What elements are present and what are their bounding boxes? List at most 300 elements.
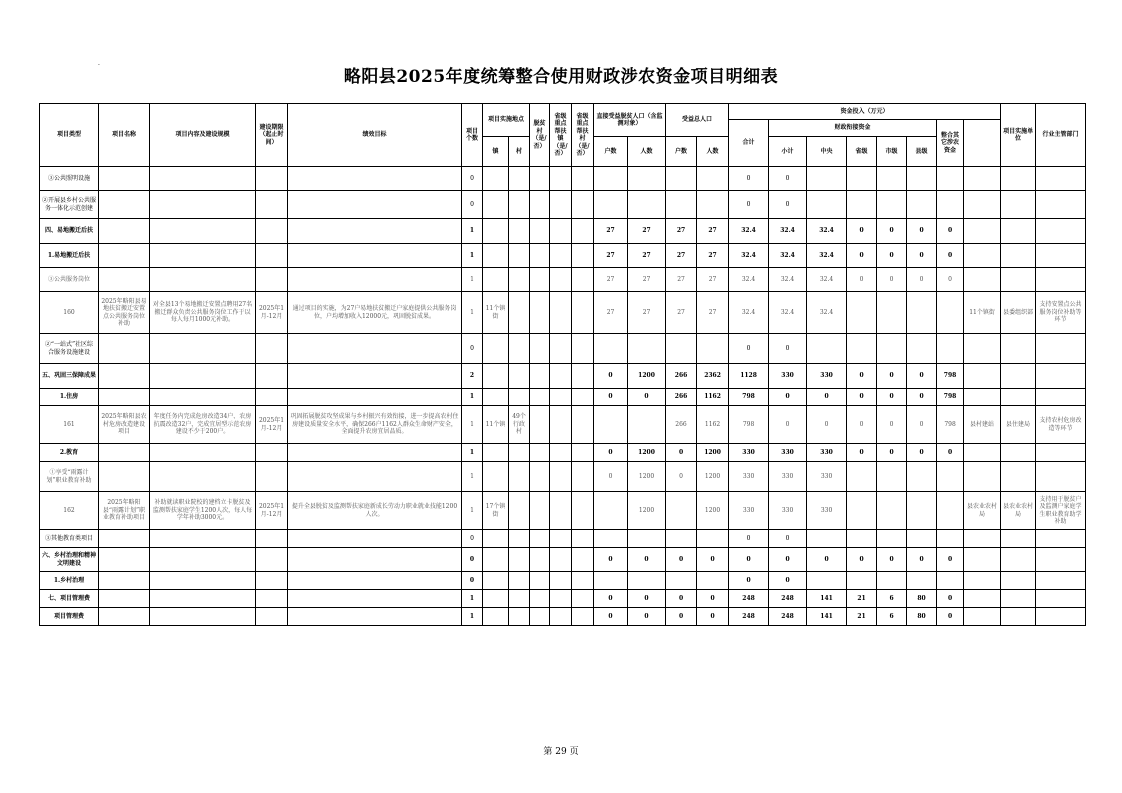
row-benefit-persons <box>697 167 729 191</box>
row-type: ②“一站式”社区综合服务设施建设 <box>40 334 99 364</box>
row-direct-households <box>594 167 628 191</box>
row-poor-village <box>530 444 550 462</box>
row-content <box>150 334 256 364</box>
row-benefit-households <box>666 167 697 191</box>
row-benefit-persons: 1200 <box>697 444 729 462</box>
row-county: 0 <box>907 548 937 572</box>
row-dept <box>1001 548 1036 572</box>
row-benefit-persons <box>697 530 729 548</box>
row-period <box>256 389 288 406</box>
row-central <box>807 334 847 364</box>
row-count: 1 <box>462 219 483 244</box>
row-target: 巩固拓展脱贫攻坚成果与乡村振兴有效衔接，进一步提高农村住房建设质量安全水平，确保266户1162人群众生命财产安全，全面提升农房宜居品质。 <box>288 406 462 444</box>
row-name <box>99 462 150 492</box>
row-target <box>288 462 462 492</box>
row-period <box>256 167 288 191</box>
row-poor-village <box>530 334 550 364</box>
row-poor-village <box>530 462 550 492</box>
row-county <box>907 492 937 530</box>
header-other: 整合其它涉农资金 <box>937 120 964 167</box>
row-province <box>847 334 877 364</box>
row-total: 798 <box>729 389 769 406</box>
row-direct-households <box>594 406 628 444</box>
table-row <box>40 444 1086 462</box>
row-period <box>256 191 288 219</box>
page-mark: · <box>98 62 100 69</box>
header-subtotal: 小计 <box>769 137 807 167</box>
row-subtotal: 0 <box>769 191 807 219</box>
row-town <box>483 530 509 548</box>
row-benefit-persons <box>697 334 729 364</box>
row-benefit-persons: 1162 <box>697 406 729 444</box>
row-dept <box>1001 462 1036 492</box>
header-province: 省级 <box>847 137 877 167</box>
row-subtotal: 32.4 <box>769 292 807 334</box>
row-direct-persons <box>628 572 666 590</box>
row-count: 1 <box>462 492 483 530</box>
row-support <box>1036 590 1086 608</box>
row-target: 提升全县脱贫及监测帮扶家庭新成长劳动力职业就业技能1200人次。 <box>288 492 462 530</box>
row-benefit-households: 0 <box>666 548 697 572</box>
row-central <box>807 530 847 548</box>
row-benefit-households: 266 <box>666 389 697 406</box>
row-prov-village <box>572 548 594 572</box>
row-benefit-households: 27 <box>666 268 697 292</box>
row-prov-town <box>550 590 572 608</box>
row-subtotal: 0 <box>769 530 807 548</box>
row-town <box>483 191 509 219</box>
project-table <box>39 103 1086 626</box>
row-direct-persons <box>628 530 666 548</box>
row-town <box>483 462 509 492</box>
row-prov-village <box>572 572 594 590</box>
row-prov-town <box>550 608 572 626</box>
row-central: 0 <box>807 406 847 444</box>
header-unit: 项目实施单位 <box>1001 104 1036 167</box>
row-poor-village <box>530 389 550 406</box>
row-dept <box>1001 444 1036 462</box>
row-city: 6 <box>877 608 907 626</box>
row-period <box>256 462 288 492</box>
row-county <box>907 191 937 219</box>
header-benefit-persons: 人数 <box>697 137 729 167</box>
row-unit <box>964 462 1001 492</box>
row-direct-households <box>594 492 628 530</box>
row-village <box>509 268 530 292</box>
row-poor-village <box>530 244 550 268</box>
table-row <box>40 548 1086 572</box>
row-province: 0 <box>847 244 877 268</box>
row-city: 0 <box>877 389 907 406</box>
row-central: 0 <box>807 548 847 572</box>
page-number: 第 29 页 <box>543 747 579 757</box>
row-direct-households <box>594 530 628 548</box>
row-benefit-households: 266 <box>666 364 697 389</box>
row-dept <box>1001 244 1036 268</box>
row-unit <box>964 219 1001 244</box>
row-prov-village <box>572 191 594 219</box>
row-content <box>150 167 256 191</box>
row-dept: 县委组织部 <box>1001 292 1036 334</box>
row-period <box>256 444 288 462</box>
row-province <box>847 167 877 191</box>
row-count: 0 <box>462 167 483 191</box>
row-village <box>509 462 530 492</box>
row-target <box>288 590 462 608</box>
row-name <box>99 389 150 406</box>
row-benefit-persons: 27 <box>697 219 729 244</box>
row-count: 1 <box>462 462 483 492</box>
row-prov-village <box>572 406 594 444</box>
row-content <box>150 608 256 626</box>
row-other: 798 <box>937 364 964 389</box>
row-total: 330 <box>729 444 769 462</box>
row-province: 0 <box>847 548 877 572</box>
row-direct-households: 0 <box>594 608 628 626</box>
row-support <box>1036 334 1086 364</box>
row-dept <box>1001 219 1036 244</box>
row-poor-village <box>530 608 550 626</box>
row-province: 0 <box>847 219 877 244</box>
row-type: ③公共照明设施 <box>40 167 99 191</box>
row-benefit-persons: 0 <box>697 608 729 626</box>
row-prov-town <box>550 389 572 406</box>
row-name <box>99 334 150 364</box>
row-name <box>99 268 150 292</box>
row-village <box>509 389 530 406</box>
row-total: 0 <box>729 572 769 590</box>
row-type: 1.乡村治理 <box>40 572 99 590</box>
row-village <box>509 191 530 219</box>
row-prov-town <box>550 406 572 444</box>
row-direct-households: 0 <box>594 590 628 608</box>
row-benefit-persons <box>697 572 729 590</box>
row-poor-village <box>530 364 550 389</box>
row-content: 对全县13个易地搬迁安置点聘用27名搬迁群众负责公共服务岗位工作于以每人每月1000元补助。 <box>150 292 256 334</box>
row-unit <box>964 444 1001 462</box>
row-benefit-persons: 27 <box>697 292 729 334</box>
row-direct-households: 0 <box>594 444 628 462</box>
row-unit <box>964 334 1001 364</box>
row-name <box>99 548 150 572</box>
row-prov-town <box>550 244 572 268</box>
row-unit: 11个镇街 <box>964 292 1001 334</box>
row-other: 798 <box>937 389 964 406</box>
row-benefit-households: 27 <box>666 244 697 268</box>
row-direct-persons: 0 <box>628 389 666 406</box>
row-direct-households: 27 <box>594 268 628 292</box>
row-city <box>877 530 907 548</box>
row-city: 0 <box>877 444 907 462</box>
row-central: 32.4 <box>807 268 847 292</box>
row-prov-village <box>572 389 594 406</box>
row-support <box>1036 572 1086 590</box>
row-poor-village <box>530 292 550 334</box>
row-prov-town <box>550 268 572 292</box>
row-period <box>256 590 288 608</box>
header-fiscal: 财政衔接资金 <box>769 120 937 137</box>
row-town: 17个镇街 <box>483 492 509 530</box>
header-period: 建设期限（起止时间） <box>256 104 288 167</box>
row-content <box>150 244 256 268</box>
row-benefit-persons: 0 <box>697 548 729 572</box>
row-town <box>483 268 509 292</box>
row-target: 通过项目的实施，为27户易地扶贫搬迁户家庭提供公共服务岗位，户均增加收入12000元，巩固脱贫成果。 <box>288 292 462 334</box>
row-direct-households: 0 <box>594 548 628 572</box>
row-prov-town <box>550 548 572 572</box>
row-name <box>99 608 150 626</box>
row-dept <box>1001 364 1036 389</box>
row-direct-persons: 0 <box>628 590 666 608</box>
row-content <box>150 530 256 548</box>
row-type: 六、乡村治理和精神文明建设 <box>40 548 99 572</box>
row-province: 21 <box>847 608 877 626</box>
row-name: 2025年略阳县“雨露计划”职业教育补助项目 <box>99 492 150 530</box>
row-period <box>256 608 288 626</box>
row-other <box>937 572 964 590</box>
row-unit <box>964 548 1001 572</box>
row-support: 支持安置点公共服务岗位补助等环节 <box>1036 292 1086 334</box>
row-content <box>150 364 256 389</box>
row-prov-town <box>550 572 572 590</box>
row-town <box>483 572 509 590</box>
row-other <box>937 530 964 548</box>
row-period <box>256 244 288 268</box>
row-town <box>483 334 509 364</box>
row-central: 330 <box>807 492 847 530</box>
row-support <box>1036 244 1086 268</box>
header-prov-village: 省级重点帮扶村（是/否） <box>572 104 594 167</box>
row-central <box>807 572 847 590</box>
row-village <box>509 572 530 590</box>
row-unit <box>964 244 1001 268</box>
row-prov-town <box>550 530 572 548</box>
row-target <box>288 334 462 364</box>
row-dept <box>1001 167 1036 191</box>
row-prov-village <box>572 167 594 191</box>
row-prov-village <box>572 530 594 548</box>
row-subtotal: 32.4 <box>769 268 807 292</box>
row-benefit-households: 266 <box>666 406 697 444</box>
row-province <box>847 292 877 334</box>
row-other: 0 <box>937 608 964 626</box>
header-target: 绩效目标 <box>288 104 462 167</box>
row-village <box>509 530 530 548</box>
row-period <box>256 530 288 548</box>
row-direct-persons: 0 <box>628 608 666 626</box>
row-city <box>877 462 907 492</box>
table-row <box>40 406 1086 444</box>
row-type: 2.教育 <box>40 444 99 462</box>
row-direct-persons: 1200 <box>628 492 666 530</box>
row-support: 支持农村危房改造等环节 <box>1036 406 1086 444</box>
row-province: 0 <box>847 364 877 389</box>
table-row <box>40 572 1086 590</box>
row-prov-village <box>572 268 594 292</box>
header-location: 项目实施地点 <box>483 104 530 137</box>
row-direct-households: 0 <box>594 364 628 389</box>
row-unit <box>964 572 1001 590</box>
row-direct-persons <box>628 406 666 444</box>
row-other: 0 <box>937 219 964 244</box>
row-direct-persons: 1200 <box>628 364 666 389</box>
row-other <box>937 167 964 191</box>
row-benefit-persons: 0 <box>697 590 729 608</box>
table-row <box>40 167 1086 191</box>
row-province <box>847 492 877 530</box>
row-other: 0 <box>937 548 964 572</box>
row-period: 2025年1月-12月 <box>256 406 288 444</box>
row-name <box>99 572 150 590</box>
row-prov-town <box>550 444 572 462</box>
row-type: 160 <box>40 292 99 334</box>
row-town <box>483 389 509 406</box>
row-total: 0 <box>729 548 769 572</box>
row-target <box>288 548 462 572</box>
row-other: 0 <box>937 590 964 608</box>
row-benefit-households: 0 <box>666 590 697 608</box>
row-other: 0 <box>937 444 964 462</box>
row-poor-village <box>530 219 550 244</box>
row-city <box>877 292 907 334</box>
row-target <box>288 191 462 219</box>
header-content: 项目内容及建设规模 <box>150 104 256 167</box>
table-row <box>40 219 1086 244</box>
row-village <box>509 244 530 268</box>
row-unit <box>964 389 1001 406</box>
row-support <box>1036 444 1086 462</box>
row-unit: 县农业农村局 <box>964 492 1001 530</box>
row-target <box>288 364 462 389</box>
header-type: 项目类型 <box>40 104 99 167</box>
row-town: 11个镇街 <box>483 292 509 334</box>
row-benefit-households <box>666 572 697 590</box>
row-name <box>99 167 150 191</box>
row-central: 0 <box>807 389 847 406</box>
row-poor-village <box>530 548 550 572</box>
row-city <box>877 334 907 364</box>
table-row <box>40 268 1086 292</box>
row-total: 32.4 <box>729 219 769 244</box>
row-central: 32.4 <box>807 219 847 244</box>
row-prov-town <box>550 364 572 389</box>
row-count: 1 <box>462 444 483 462</box>
row-prov-village <box>572 364 594 389</box>
row-direct-households: 0 <box>594 462 628 492</box>
row-poor-village <box>530 572 550 590</box>
header-village: 村 <box>509 137 530 167</box>
row-target <box>288 244 462 268</box>
row-central: 32.4 <box>807 292 847 334</box>
row-subtotal: 32.4 <box>769 244 807 268</box>
row-other <box>937 292 964 334</box>
row-county: 0 <box>907 444 937 462</box>
row-city: 6 <box>877 590 907 608</box>
header-benefit-households: 户数 <box>666 137 697 167</box>
row-subtotal: 330 <box>769 364 807 389</box>
row-total: 0 <box>729 191 769 219</box>
table-row <box>40 244 1086 268</box>
row-period <box>256 364 288 389</box>
table-row <box>40 492 1086 530</box>
row-period <box>256 219 288 244</box>
row-other: 0 <box>937 268 964 292</box>
row-period <box>256 548 288 572</box>
row-period <box>256 572 288 590</box>
row-direct-persons: 0 <box>628 548 666 572</box>
row-direct-households <box>594 191 628 219</box>
row-type: ①享受“雨露计划”职业教育补助 <box>40 462 99 492</box>
row-target <box>288 572 462 590</box>
row-benefit-households <box>666 492 697 530</box>
row-dept: 县住建局 <box>1001 406 1036 444</box>
row-benefit-persons: 1200 <box>697 462 729 492</box>
row-benefit-households <box>666 191 697 219</box>
row-poor-village <box>530 191 550 219</box>
row-type: ③公共服务岗位 <box>40 268 99 292</box>
row-total: 798 <box>729 406 769 444</box>
row-count: 1 <box>462 292 483 334</box>
row-support <box>1036 608 1086 626</box>
row-benefit-households: 0 <box>666 608 697 626</box>
row-count: 0 <box>462 191 483 219</box>
header-benefit: 受益总人口 <box>666 104 729 137</box>
table-row <box>40 608 1086 626</box>
row-total: 32.4 <box>729 292 769 334</box>
header-prov-town: 省级重点帮扶镇（是/否） <box>550 104 572 167</box>
row-dept <box>1001 572 1036 590</box>
row-county: 0 <box>907 364 937 389</box>
row-direct-persons: 27 <box>628 268 666 292</box>
row-county: 80 <box>907 590 937 608</box>
row-benefit-persons: 2362 <box>697 364 729 389</box>
row-support <box>1036 548 1086 572</box>
row-province: 21 <box>847 590 877 608</box>
row-total: 32.4 <box>729 244 769 268</box>
row-prov-village <box>572 492 594 530</box>
header-city: 市级 <box>877 137 907 167</box>
table-row <box>40 389 1086 406</box>
row-county <box>907 167 937 191</box>
row-province: 0 <box>847 268 877 292</box>
row-town <box>483 167 509 191</box>
row-support <box>1036 268 1086 292</box>
row-other: 798 <box>937 406 964 444</box>
row-total: 1128 <box>729 364 769 389</box>
row-count: 1 <box>462 406 483 444</box>
row-prov-town <box>550 334 572 364</box>
row-prov-village <box>572 244 594 268</box>
row-content <box>150 548 256 572</box>
row-prov-town <box>550 462 572 492</box>
row-direct-households <box>594 572 628 590</box>
row-content <box>150 268 256 292</box>
row-subtotal: 0 <box>769 572 807 590</box>
row-count: 0 <box>462 530 483 548</box>
row-poor-village <box>530 167 550 191</box>
row-direct-persons: 27 <box>628 292 666 334</box>
row-city: 0 <box>877 364 907 389</box>
row-village <box>509 219 530 244</box>
table-row <box>40 364 1086 389</box>
row-unit <box>964 590 1001 608</box>
row-type: 162 <box>40 492 99 530</box>
row-prov-village <box>572 292 594 334</box>
row-city <box>877 191 907 219</box>
row-dept: 县农业农村局 <box>1001 492 1036 530</box>
row-city <box>877 167 907 191</box>
table-row <box>40 462 1086 492</box>
